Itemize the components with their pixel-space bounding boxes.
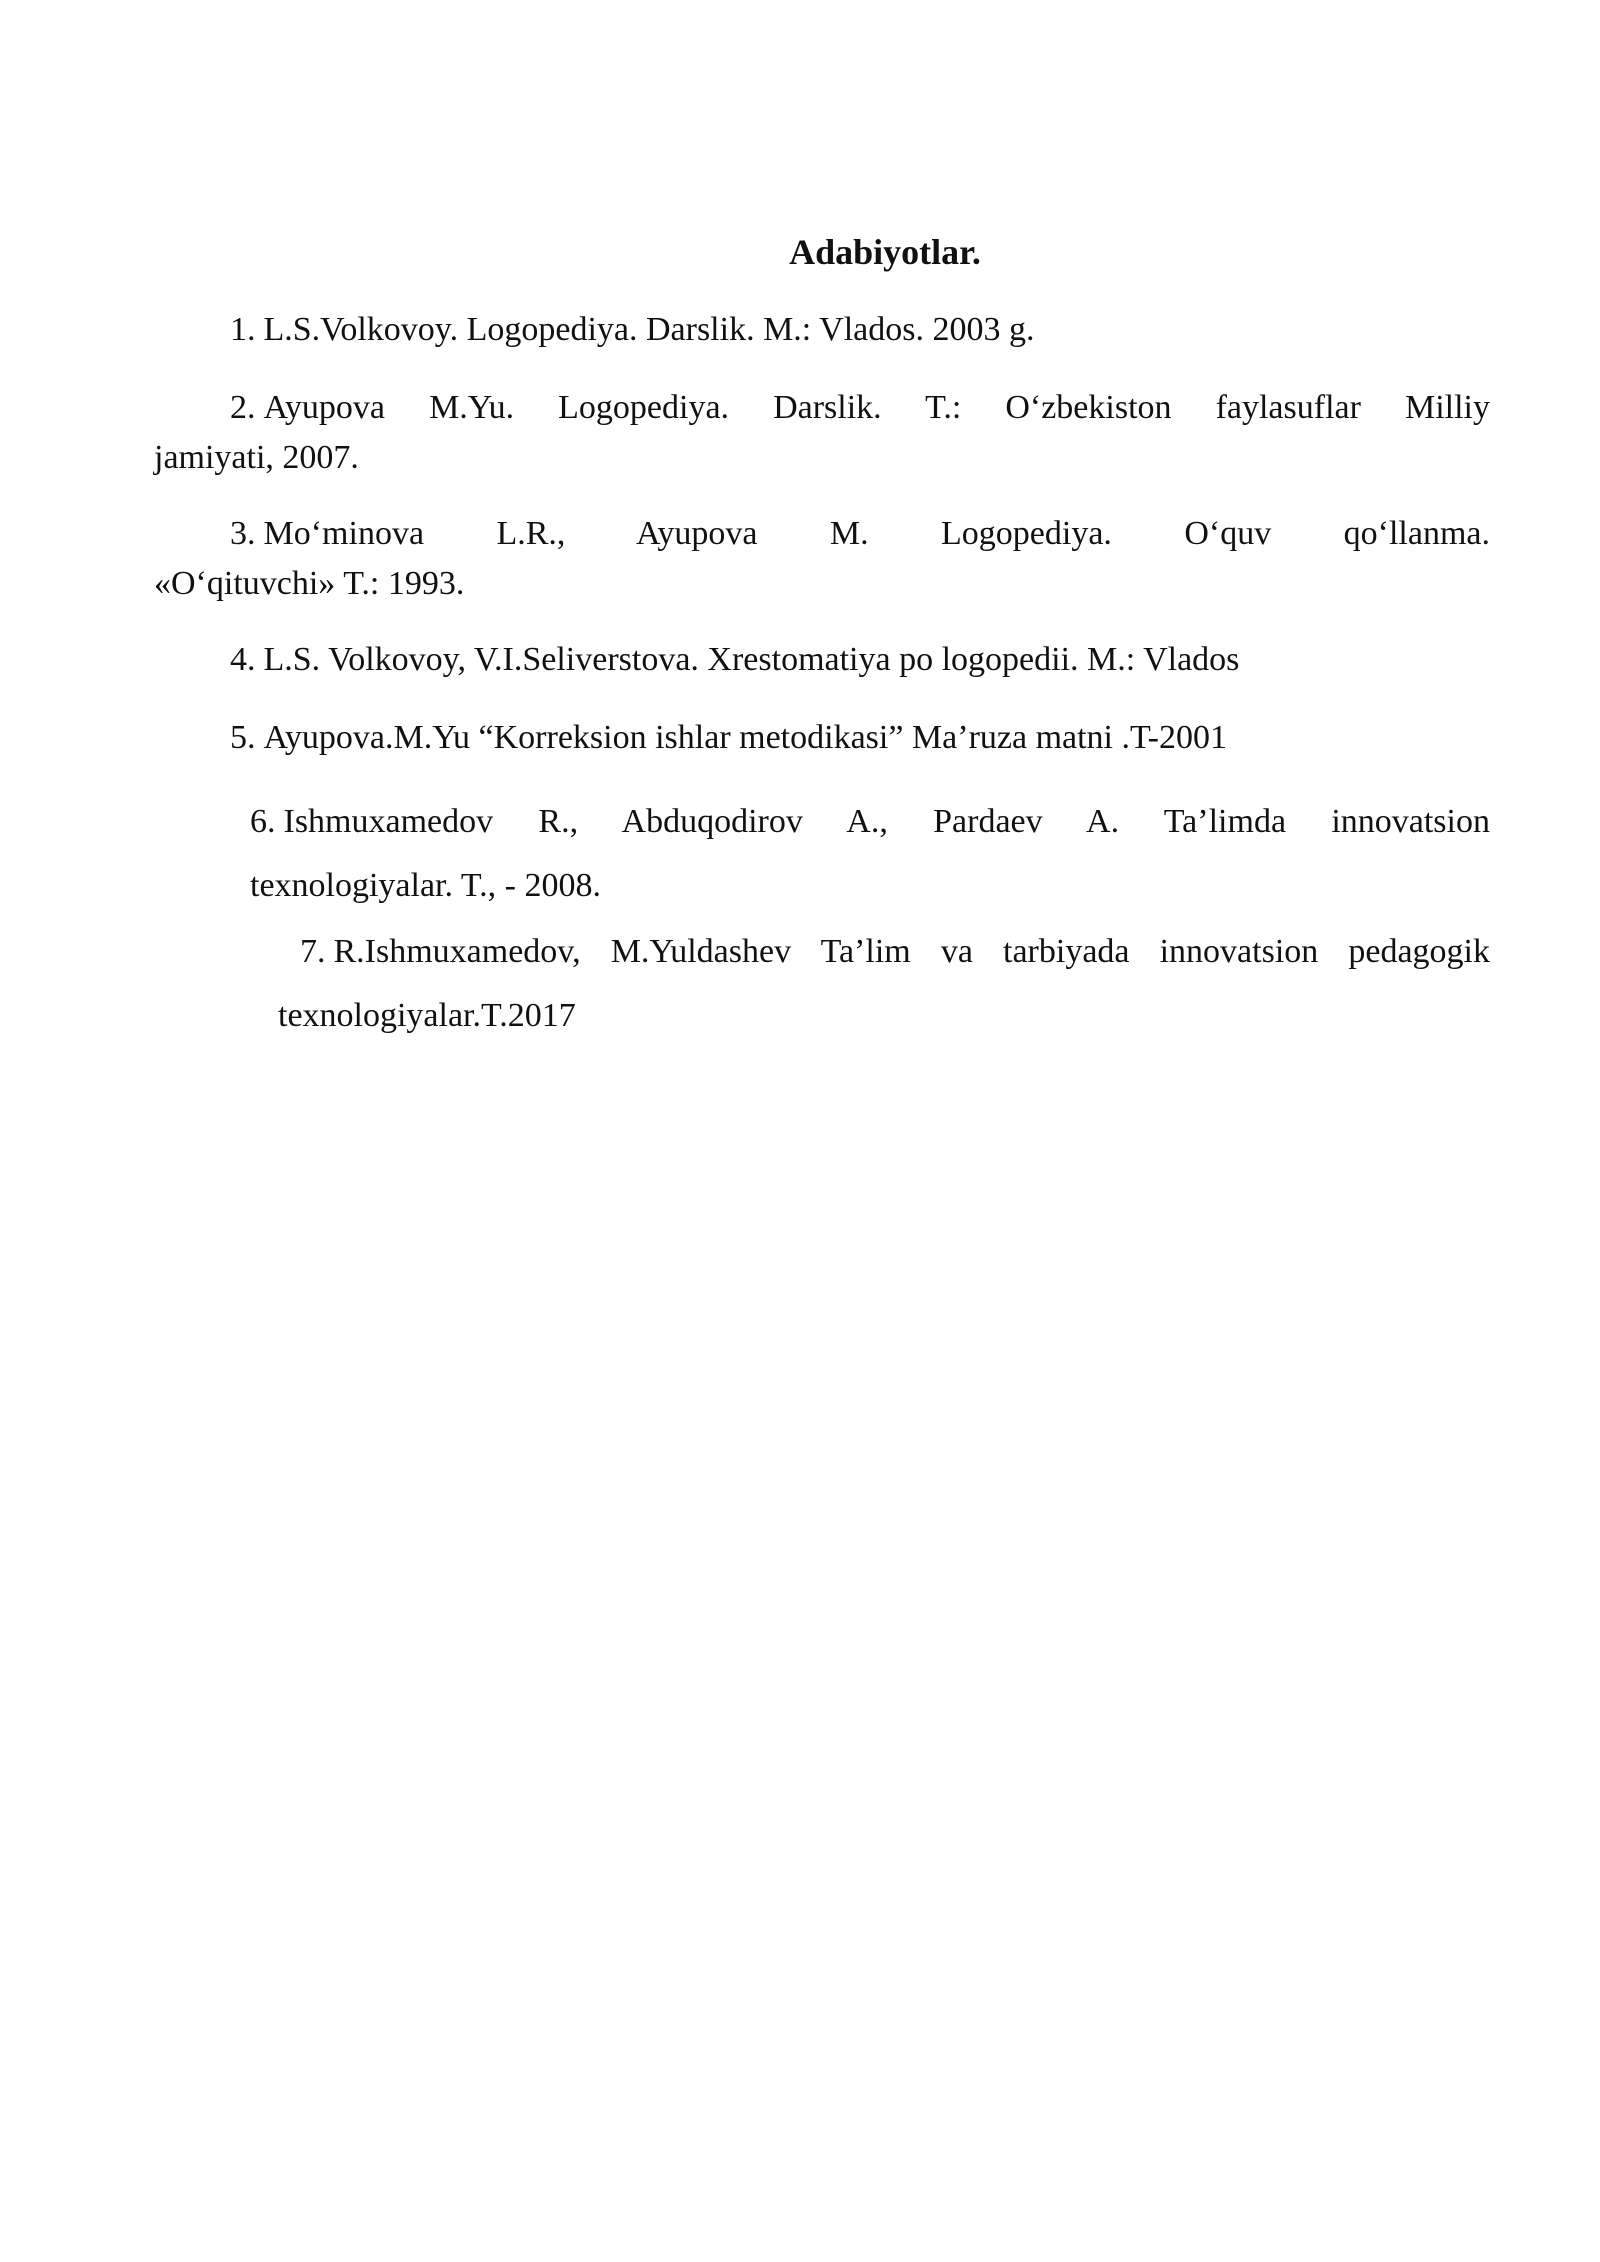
reference-number: 1. xyxy=(230,311,256,348)
reference-line-1 xyxy=(300,920,1490,984)
reference-line-2: jamiyati, 2007. xyxy=(154,439,359,476)
reference-item-1 xyxy=(230,305,1490,355)
reference-text: Mo‘minova L.R., Ayupova M. Logopediya. O‘quv qo‘llanma. xyxy=(263,515,1490,552)
reference-line-2: «O‘qituvchi» T.: 1993. xyxy=(154,565,465,602)
reference-number: 5. xyxy=(230,719,256,756)
reference-item-6 xyxy=(250,790,1490,854)
reference-text: L.S.Volkovoy. Logopediya. Darslik. M.: Vlados. 2003 g. xyxy=(263,311,1035,348)
reference-text: R.Ishmuxamedov, M.Yuldashev Ta’lim va tarbiyada innovatsion pedagogik xyxy=(333,933,1490,970)
reference-item-2 xyxy=(154,383,1490,483)
reference-line-1 xyxy=(230,383,1490,433)
reference-text: L.S. Volkovoy, V.I.Seliverstova. Xrestomatiya po logopedii. M.: Vlados xyxy=(263,641,1240,678)
reference-text: Ayupova.M.Yu “Korreksion ishlar metodikasi” Ma’ruza matni .T-2001 xyxy=(263,719,1227,756)
reference-number: 6. xyxy=(250,803,276,840)
reference-item-4 xyxy=(230,635,1490,685)
reference-number: 2. xyxy=(230,389,256,426)
reference-number: 7. xyxy=(300,933,326,970)
reference-text: Ayupova M.Yu. Logopediya. Darslik. T.: O‘zbekiston faylasuflar Milliy xyxy=(263,389,1490,426)
reference-item-7 xyxy=(300,920,1490,984)
reference-item-3 xyxy=(154,509,1490,609)
reference-line-2: texnologiyalar. T., - 2008. xyxy=(250,867,601,904)
page-title: Adabiyotlar. xyxy=(789,232,981,272)
reference-line-2: texnologiyalar.T.2017 xyxy=(278,997,576,1034)
reference-number: 3. xyxy=(230,515,256,552)
reference-number: 4. xyxy=(230,641,256,678)
reference-line-1 xyxy=(154,790,1490,854)
reference-item-6-continuation xyxy=(250,854,1490,918)
reference-line-1 xyxy=(230,509,1490,559)
reference-item-5 xyxy=(230,713,1490,763)
reference-text: Ishmuxamedov R., Abduqodirov A., Pardaev A. Ta’limda innovatsion xyxy=(283,803,1490,840)
reference-item-7-continuation xyxy=(278,984,1490,1048)
